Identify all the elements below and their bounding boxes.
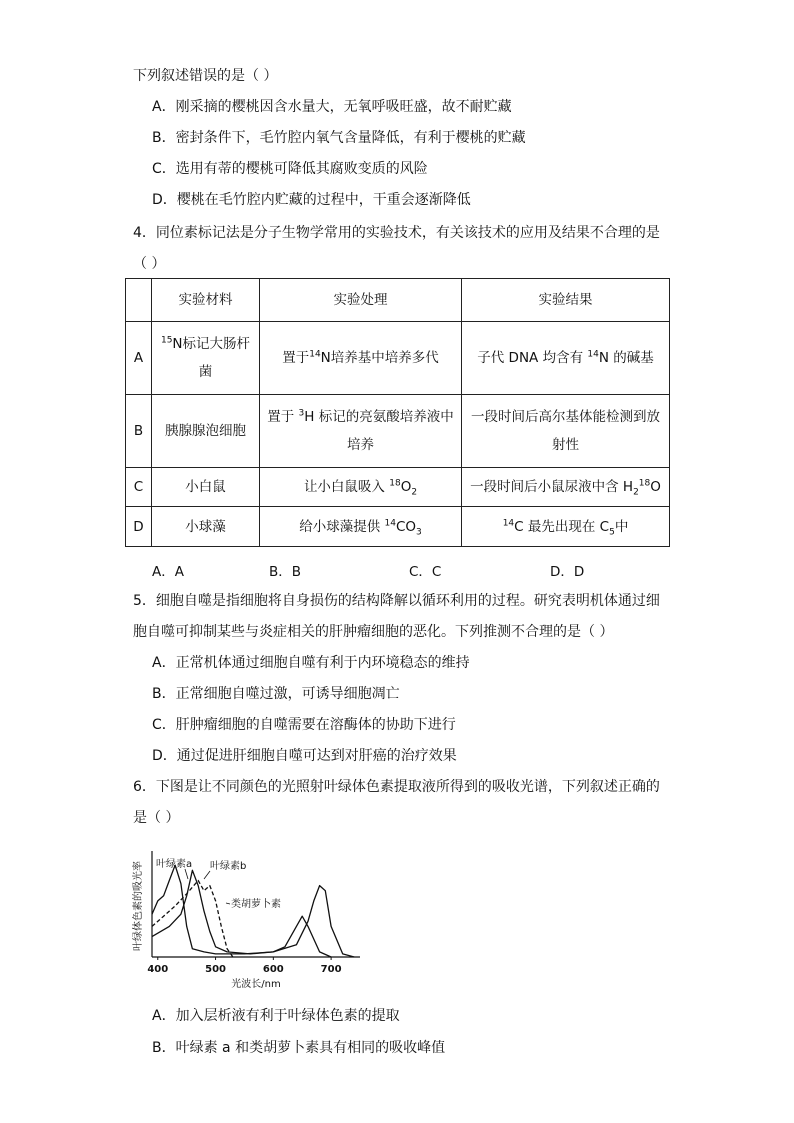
x-tick-label: 400 bbox=[147, 964, 169, 975]
cell-result: 子代 DNA 均含有 $^{14}$N 的碱基 bbox=[462, 322, 670, 395]
cell-material: $^{15}$N标记大肠杆菌 bbox=[152, 322, 260, 395]
x-axis-label: 光波长/nm bbox=[231, 979, 281, 990]
table-row bbox=[126, 468, 670, 507]
q5-stem-line1: 5．细胞自噬是指细胞将自身损伤的结构降解以循环利用的过程。研究表明机体通过细 bbox=[133, 593, 660, 609]
q3-stem-tail: 下列叙述错误的是（ ） bbox=[133, 68, 278, 84]
absorption-spectrum-chart bbox=[128, 845, 368, 995]
cell-result: 一段时间后高尔基体能检测到放射性 bbox=[462, 395, 670, 468]
cell-material: 小白鼠 bbox=[152, 468, 260, 507]
q3-option-c: C．选用有蒂的樱桃可降低其腐败变质的风险 bbox=[152, 161, 428, 177]
table-row bbox=[126, 395, 670, 468]
q4-stem-line1: 4．同位素标记法是分子生物学常用的实验技术，有关该技术的应用及结果不合理的是 bbox=[133, 225, 660, 241]
q5-option-a: A．正常机体通过细胞自噬有利于内环境稳态的维持 bbox=[152, 655, 470, 671]
table-header-row bbox=[126, 279, 670, 322]
x-tick-label: 600 bbox=[262, 964, 284, 975]
q6-stem-line2: 是（ ） bbox=[133, 810, 180, 826]
cell-treatment: 给小球藻提供 $^{14}CO_3$ bbox=[260, 507, 462, 547]
table-header-result: 实验结果 bbox=[462, 279, 670, 322]
x-tick-label: 700 bbox=[320, 964, 342, 975]
y-axis-label: 叶绿体色素的吸光率 bbox=[133, 861, 144, 951]
cell-treatment: 让小白鼠吸入 $^{18}O_2$ bbox=[260, 468, 462, 507]
cell-material: 小球藻 bbox=[152, 507, 260, 547]
series-label: 类胡萝卜素 bbox=[231, 899, 281, 910]
series-leader-line bbox=[204, 871, 210, 879]
table-row bbox=[126, 507, 670, 547]
q6-stem-line1: 6．下图是让不同颜色的光照射叶绿体色素提取液所得到的吸收光谱，下列叙述正确的 bbox=[133, 779, 660, 795]
table-header-treatment: 实验处理 bbox=[260, 279, 462, 322]
q6-option-b: B．叶绿素 a 和类胡萝卜素具有相同的吸收峰值 bbox=[152, 1040, 446, 1056]
q4-answer-b: B．B bbox=[269, 564, 302, 580]
q5-option-c: C．肝肿瘤细胞的自噬需要在溶酶体的协助下进行 bbox=[152, 717, 456, 733]
chart-series bbox=[152, 865, 354, 957]
row-label: D bbox=[126, 507, 152, 547]
row-label: C bbox=[126, 468, 152, 507]
series-label: 叶绿素a bbox=[156, 859, 193, 870]
cell-treatment: 置于$^{14}$N培养基中培养多代 bbox=[260, 322, 462, 395]
chart-ticks bbox=[147, 957, 341, 975]
q5-stem-line2: 胞自噬可抑制某些与炎症相关的肝肿瘤细胞的恶化。下列推测不合理的是（ ） bbox=[133, 624, 614, 640]
row-label: B bbox=[126, 395, 152, 468]
row-label: A bbox=[126, 322, 152, 395]
cell-result: 一段时间后小鼠尿液中含 $H_2^{18}O$ bbox=[462, 468, 670, 507]
q3-option-a: A．刚采摘的樱桃因含水量大，无氧呼吸旺盛，故不耐贮藏 bbox=[152, 99, 512, 115]
table-header-material: 实验材料 bbox=[152, 279, 260, 322]
series-line-1 bbox=[152, 870, 331, 957]
q6-option-a: A．加入层析液有利于叶绿体色素的提取 bbox=[152, 1008, 400, 1024]
table-row bbox=[126, 322, 670, 395]
q5-option-b: B．正常细胞自噬过激，可诱导细胞凋亡 bbox=[152, 686, 400, 702]
cell-result: $^{14}$C 最先出现在 $C_5$中 bbox=[462, 507, 670, 547]
q4-stem-line2: （ ） bbox=[133, 256, 166, 272]
series-line-2 bbox=[152, 881, 233, 958]
series-label: 叶绿素b bbox=[210, 861, 247, 872]
q5-option-d: D．通过促进肝细胞自噬可达到对肝癌的治疗效果 bbox=[152, 748, 457, 764]
cell-material: 胰腺腺泡细胞 bbox=[152, 395, 260, 468]
table-header-blank bbox=[126, 279, 152, 322]
series-leader-line bbox=[185, 869, 188, 879]
q4-answer-a: A．A bbox=[152, 564, 184, 580]
q4-experiment-table bbox=[125, 278, 670, 547]
x-tick-label: 500 bbox=[205, 964, 226, 975]
series-leader-line bbox=[226, 903, 230, 904]
q4-answer-c: C．C bbox=[409, 564, 442, 580]
q3-option-b: B．密封条件下，毛竹腔内氧气含量降低，有利于樱桃的贮藏 bbox=[152, 130, 526, 146]
cell-treatment: 置于 $^3$H 标记的亮氨酸培养液中培养 bbox=[260, 395, 462, 468]
q4-answer-d: D．D bbox=[550, 564, 585, 580]
q3-option-d: D．樱桃在毛竹腔内贮藏的过程中，干重会逐渐降低 bbox=[152, 192, 471, 208]
